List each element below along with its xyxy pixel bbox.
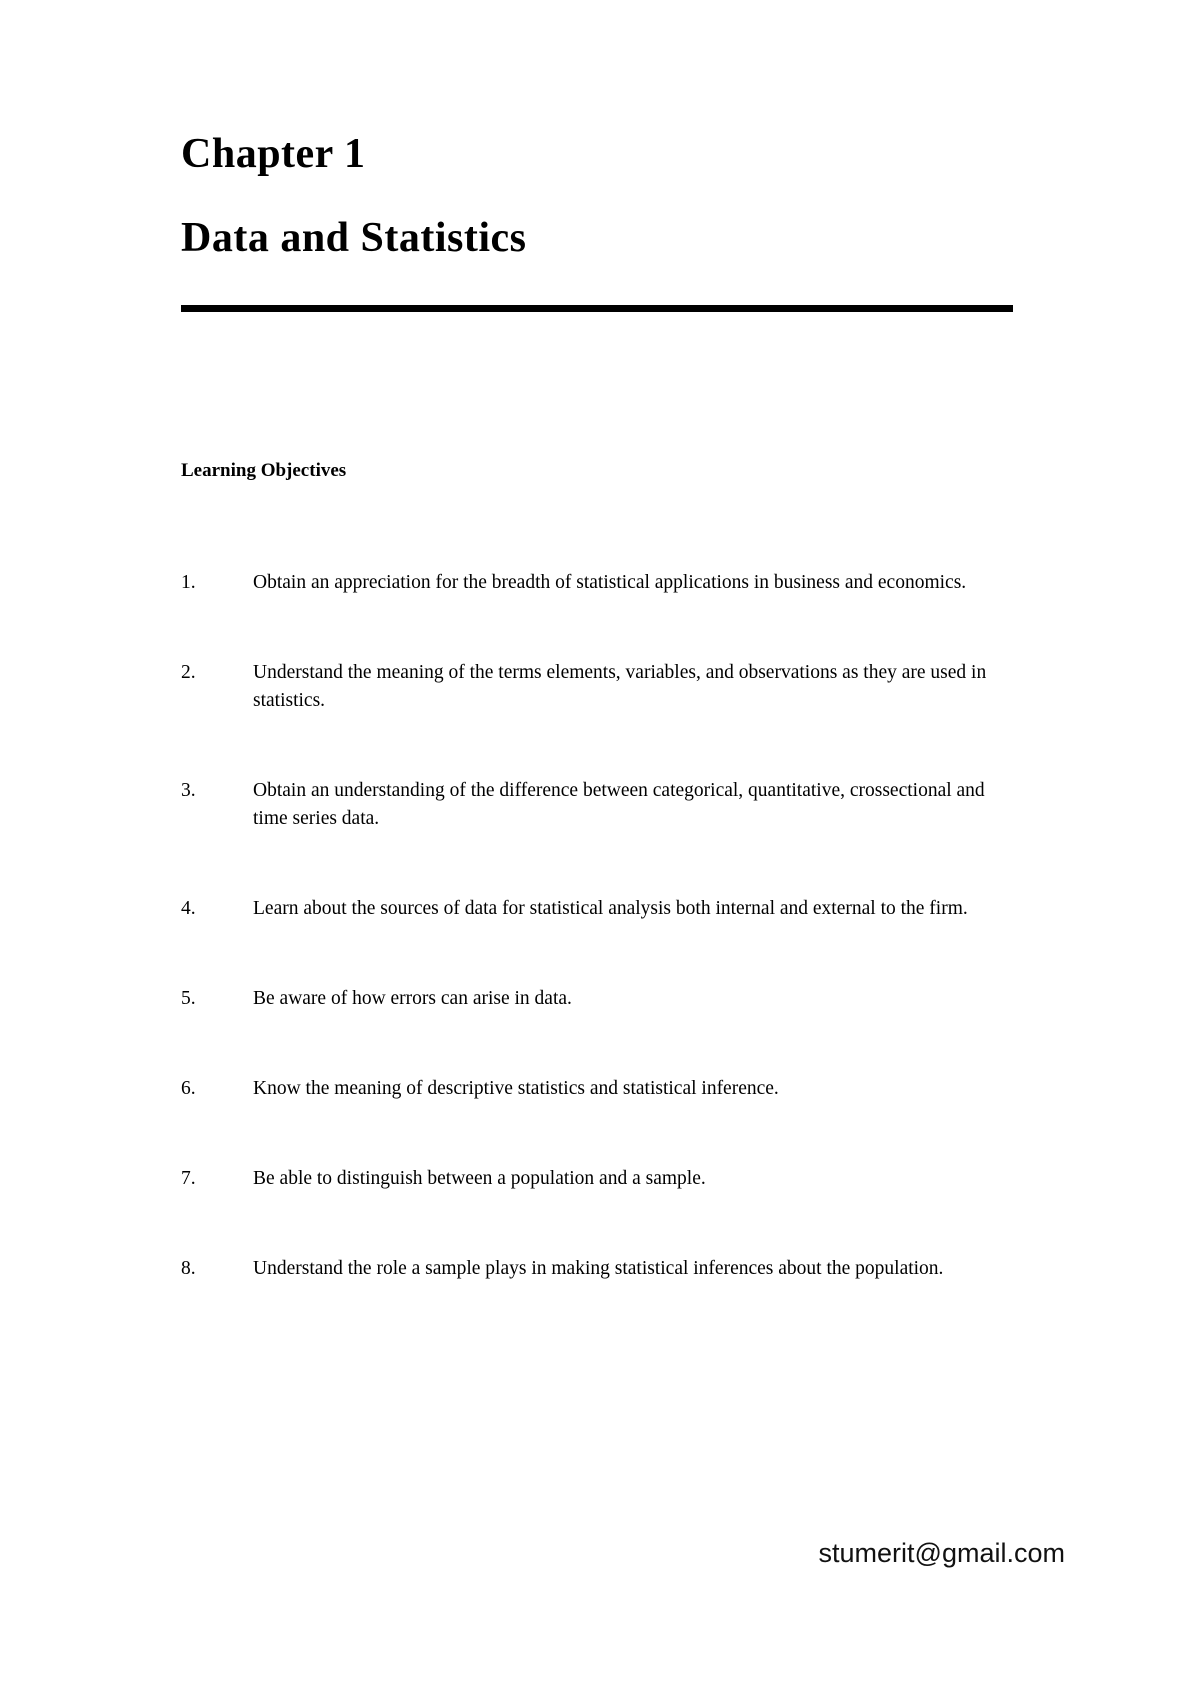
list-item-number: 7. xyxy=(181,1167,196,1189)
list-item-number: 3. xyxy=(181,779,196,801)
objectives-list xyxy=(181,569,1013,1283)
footer-email: stumerit@gmail.com xyxy=(818,1538,1065,1568)
list-item-number: 8. xyxy=(181,1257,196,1279)
list-item-text: Obtain an understanding of the difference between categorical, quantitative, crossectional and time series data. xyxy=(253,779,985,829)
list-item-text: Be able to distinguish between a population and a sample. xyxy=(253,1167,706,1189)
list-item xyxy=(181,777,1013,833)
list-item-text: Be aware of how errors can arise in data. xyxy=(253,987,572,1009)
list-item-text: Understand the role a sample plays in making statistical inferences about the population. xyxy=(253,1257,944,1279)
list-item-number: 6. xyxy=(181,1077,196,1099)
list-item xyxy=(181,569,1013,597)
list-item-number: 4. xyxy=(181,897,196,919)
title-divider-rule xyxy=(181,305,1013,312)
section-heading-learning-objectives: Learning Objectives xyxy=(181,459,347,481)
list-item-text: Understand the meaning of the terms elements, variables, and observations as they are used in statistics. xyxy=(253,661,987,711)
list-item-text: Know the meaning of descriptive statistics and statistical inference. xyxy=(253,1077,779,1099)
list-item xyxy=(181,1255,1013,1283)
list-item xyxy=(181,1075,1013,1103)
list-item xyxy=(181,659,1013,715)
page-content xyxy=(181,0,1013,1283)
list-item-text: Obtain an appreciation for the breadth of statistical applications in business and economics. xyxy=(253,571,967,593)
list-item xyxy=(181,1165,1013,1193)
list-item-text: Learn about the sources of data for statistical analysis both internal and external to the firm. xyxy=(253,897,968,919)
list-item xyxy=(181,985,1013,1013)
list-item-number: 2. xyxy=(181,661,196,683)
chapter-title: Chapter 1 xyxy=(181,131,366,177)
chapter-subtitle: Data and Statistics xyxy=(181,215,527,262)
list-item-number: 1. xyxy=(181,571,196,593)
list-item xyxy=(181,895,1013,923)
list-item-number: 5. xyxy=(181,987,196,1009)
